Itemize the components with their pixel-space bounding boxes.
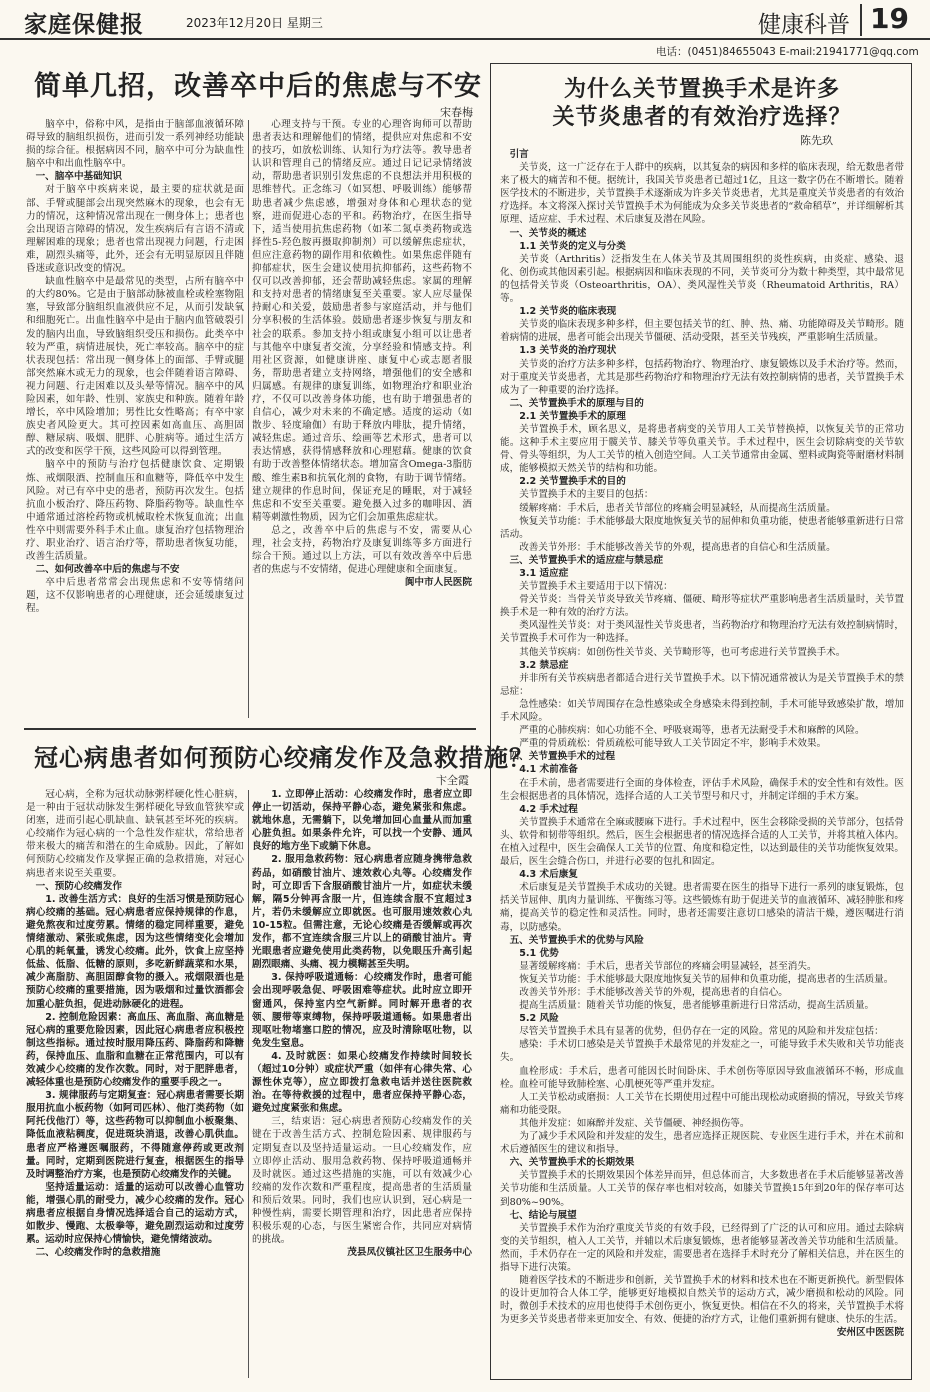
- subsection: 2.1 关节置换手术的原理: [519, 410, 626, 422]
- paragraph: 关节置换手术主要适用于以下情况：: [519, 581, 673, 593]
- subsection: 5.1 优势: [519, 947, 559, 959]
- paragraph: 关节炎的临床表现多种多样，但主要包括关节的红、肿、热、痛、功能障碍及关节畸形。随着病情的进展，患者可能会出现关节僵硬、活动受限，甚至关节残疾，严重影响生活质量。: [500, 319, 904, 344]
- paragraph: 改善关节外形：手术能够改善关节的外观，提高患者的自信心和生活质量。: [519, 541, 836, 553]
- paragraph: 关节置换手术作为治疗重度关节炎的有效手段，已经得到了广泛的认可和应用。通过去除病变的关节组织，植入人工关节，并辅以术后康复锻炼，患者能够显著改善关节功能和生活质量。然而，手术仍存在一定的风险和并发症，需要患者在选择手术时充分了解相关信息，并在医生的指导下进行决策。: [500, 1222, 904, 1273]
- paragraph: 关节置换手术，顾名思义，是将患者病变的关节用人工关节替换掉，以恢复关节的正常功能。这种手术主要应用于髋关节、膝关节等负重关节。手术过程中，医生会切除病变的关节软骨、骨头等组织，为人工关节的植入创造空间。人工关节通常由金属、塑料或陶瓷等耐磨材料制成，能够模拟天然关节的结构和功能。: [500, 423, 904, 475]
- paragraph: 缺血性脑卒中是最常见的类型，占所有脑卒中的大约80%。它是由于脑部动脉被血栓或栓塞物阻塞，导致部分脑组织血液供应不足，从而引发缺氧和细胞死亡。出血性脑卒中是由于脑内血管破裂引发的脑内出血，导致脑组织受压和损伤。此类卒中较为严重，病情进展快，死亡率较高。脑卒中的症状表现包括：常出现一侧身体上的面部、手臂或腿部突然麻木或无力的现象，也会伴随着语言障碍、视力问题、行走困难以及头晕等情况。脑卒中的风险因素，如年龄、性别、家族史和种族。随着年龄增长，卒中风险增加；男性比女性略高；有卒中家族史者风险更大。其可控因素如高血压、高胆固醇、糖尿病、吸烟、肥胖、心脏病等。通过生活方式的改变和医学干预，这些风险可以得到管理。: [26, 276, 244, 458]
- section-name: 健康科普: [758, 12, 850, 38]
- paragraph: 骨关节炎：当骨关节炎导致关节疼痛、僵硬、畸形等症状严重影响患者生活质量时，关节置换手术是一种有效的治疗方法。: [500, 594, 904, 619]
- subsection: 2. 服用急救药物：冠心病患者应随身携带急救药品，如硝酸甘油片、速效救心丸等。心绞痛发作时，可立即舌下含服硝酸甘油片一片，如症状未缓解，隔5分钟再含服一片，但连续含服不宜超过3片，若仍未缓解应立即就医。也可服用速效救心丸10-15粒。但需注意，无论心绞痛是否缓解或再次发作，都不宜连续含服三片以上的硝酸甘油片。青光眼患者应避免使用此类药物，以免眼压升高引起剧烈眼痛、头痛、视力模糊甚至失明。: [252, 854, 472, 971]
- paragraph: 总之，改善卒中后的焦虑与不安，需要从心理，社会支持，药物治疗及康复训练等多方面进行综合干预。通过以上方法，可以有效改善卒中后患者的焦虑与不安情绪，促进心理健康和全面康复。: [252, 524, 472, 576]
- subsection: 4. 及时就医：如果心绞痛发作持续时间较长（超过10分钟）或症状严重（如伴有心律失常、心源性休克等），应立即拨打急救电话并送往医院救治。在等待救援的过程中，患者应保持平静心态，避免过度紧张和焦虑。: [252, 1050, 472, 1115]
- paragraph: 为了减少手术风险和并发症的发生，患者应选择正规医院、专业医生进行手术，并在术前和术后遵循医生的建议和指导。: [500, 1131, 904, 1156]
- section-rule: [24, 728, 476, 730]
- paragraph: 三，结束语：冠心病患者预防心绞痛发作的关键在于改善生活方式、控制危险因素、规律服药与定期复查以及坚持适量运动。一旦心绞痛发作，应立即停止活动、服用急救药物、保持呼吸道通畅并及时就医。通过这些措施的实施，可以有效减少心绞痛的发作次数和严重程度，提高患者的生活质量和预后效果。同时，我们也应认识到，冠心病是一种慢性病，需要长期管理和治疗，因此患者应保持积极乐观的心态，与医生紧密合作，共同应对病情的挑战。: [252, 1116, 472, 1246]
- article2-title: 冠心病患者如何预防心绞痛发作及急救措施？: [34, 744, 534, 772]
- section-heading: 二、关节置换手术的原理与目的: [509, 397, 644, 409]
- contact-line: 电话：(0451)84655043 E-mail:21941771@qq.com: [656, 46, 919, 58]
- section-heading: 二、心绞痛发作时的急救措施: [35, 1247, 161, 1259]
- subsection: 3.2 禁忌症: [519, 659, 569, 671]
- paragraph: 其他并发症：如麻醉并发症、关节僵硬、神经损伤等。: [519, 1117, 750, 1129]
- masthead: [0, 0, 930, 40]
- paragraph: 恢复关节功能：手术能够最大限度地恢复关节的屈伸和负重功能，使患者能够重新进行日常活动。: [500, 515, 904, 540]
- paragraph: 关节炎的治疗方法多种多样，包括药物治疗、物理治疗、康复锻炼以及手术治疗等。然而，对于重度关节炎患者，尤其是那些药物治疗和物理治疗无法有效控制病情的患者，关节置换手术成为了一种重要的治疗选择。: [500, 358, 904, 396]
- subsection: 1.3 关节炎的治疗现状: [519, 345, 617, 357]
- paragraph: 尽管关节置换手术具有显著的优势，但仍存在一定的风险。常见的风险和并发症包括：: [519, 1026, 884, 1038]
- paragraph: 心理支持与干预。专业的心理咨询师可以帮助患者表达和理解他们的情绪，提供应对焦虑和不安的技巧，如放松训练、认知行为疗法等。教导患者认识和管理自己的情绪反应。通过日记记录情绪波动，帮助患者识别引发焦虑的不良想法并用积极的思维替代。正念练习（如冥想、呼吸训练）能够帮助患者减少焦虑感，增强对身体和心理状态的觉察，进而促进心态的平和。药物治疗，在医生指导下，适当使用抗焦虑药物（如苯二氮卓类药物或选择性5-羟色胺再摄取抑制剂）可以缓解焦虑症状，但应注意药物的副作用和依赖性。如果焦虑伴随有抑郁症状，医生会建议使用抗抑郁药，这些药物不仅可以改善抑郁，还会帮助减轻焦虑。家属的理解和支持对患者的情绪康复至关重要。家人应尽量保持耐心和关爱，鼓励患者参与家庭活动，并与他们分享积极的生活体验。鼓励患者逐步恢复与朋友和社会的联系。参加支持小组或康复小组可以让患者与其他卒中康复者交流，分享经验和情感支持。利用社区资源，如健康讲座、康复中心或志愿者服务，帮助患者建立支持网络，增强他们的安全感和归属感。有规律的康复训练，如物理治疗和职业治疗，不仅可以改善身体功能，也有助于增强患者的自信心，减少对未来的不确定感。适度的运动（如散步、轻度瑜伽）有助于释放内啡肽，提升情绪，减轻焦虑。通过音乐、绘画等艺术形式，患者可以表达情感，获得情感释放和心理慰藉。健康的饮食有助于改善整体情绪状态。增加富含Omega-3脂肪酸、维生素B和抗氧化剂的食物，有助于调节情绪。建立规律的作息时间，保证充足的睡眠，对于减轻焦虑和不安至关重要。避免摄入过多的咖啡因、酒精等刺激性物质，因为它们会加重焦虑症状。: [252, 119, 472, 523]
- article1-title: 简单几招，改善卒中后的焦虑与不安: [34, 71, 482, 102]
- paragraph: 关节炎（Arthritis）泛指发生在人体关节及其周围组织的炎性疾病，由炎症、感染、退化、创伤或其他因素引起。根据病因和临床表现的不同，关节炎可分为数十种类型，其中最常见的包括骨关节炎（Osteoarthritis，OA）、类风湿性关节炎（Rheumatoid Arthritis，RA）等。: [500, 253, 904, 305]
- article1-column-2: [252, 118, 472, 720]
- paragraph: 感染：手术切口感染是关节置换手术最常见的并发症之一，可能导致手术失败和关节功能丧失。: [500, 1039, 904, 1064]
- section-heading: 二、如何改善卒中后的焦虑与不安: [35, 564, 180, 576]
- paragraph: 显著缓解疼痛：手术后，患者关节部位的疼痛会明显减轻，甚至消失。: [519, 960, 817, 972]
- column-divider: [248, 790, 249, 1378]
- article2-column-2: [252, 788, 472, 1380]
- source-line: 阆中市人民医院: [404, 577, 472, 589]
- section-heading: 七、结论与展望: [509, 1209, 577, 1221]
- masthead-divider: [860, 4, 862, 36]
- paragraph: 在手术前，患者需要进行全面的身体检查，评估手术风险，确保手术的安全性和有效性。医生会根据患者的具体情况，选择合适的人工关节型号和尺寸，并制定详细的手术方案。: [500, 777, 904, 802]
- subsection: 5.2 风险: [519, 1013, 559, 1025]
- paper-name: 家庭保健报: [24, 12, 144, 38]
- subsection: 2. 控制危险因素：高血压、高血脂、高血糖是冠心病的重要危险因素，因此冠心病患者应积极控制这些指标。通过按时服用降压药、降脂药和降糖药，保持血压、血脂和血糖在正常范围内，可以有效减少心绞痛的发作次数。同时，对于肥胖患者，减轻体重也是预防心绞痛发作的重要手段之一。: [26, 1011, 244, 1089]
- paragraph: 急性感染：如关节周围存在急性感染或全身感染未得到控制，手术可能导致感染扩散，增加手术风险。: [500, 698, 904, 724]
- article3-title-line1: 为什么关节置换手术是许多: [563, 77, 840, 102]
- subsection: 3. 规律服药与定期复查：冠心病患者需要长期服用抗血小板药物（如阿司匹林）、他汀类药物（如阿托伐他汀）等，这些药物可以抑制血小板聚集、降低血液粘稠度，促进斑块消退，改善心肌供血。患者应严格遵医嘱服药，不得随意停药或更改剂量。同时，定期到医院进行复查，根据医生的指导及时调整治疗方案，也是预防心绞痛发作的关键。: [26, 1090, 244, 1180]
- subsection: 3.1 适应症: [519, 568, 569, 579]
- paragraph: 提高生活质量：随着关节功能的恢复，患者能够重新进行日常活动，提高生活质量。: [519, 1000, 875, 1012]
- subsection: 1. 改善生活方式：良好的生活习惯是预防冠心病心绞痛的基础。冠心病患者应保持规律的作息，避免熬夜和过度劳累。情绪的稳定同样重要，避免情绪激动、紧张或焦虑，因为这些情绪变化会增加心肌的耗氧量，诱发心绞痛。此外，饮食上应坚持低盐、低脂、低糖的原则，多吃新鲜蔬菜和水果，减少高脂肪、高胆固醇食物的摄入。戒烟限酒也是预防心绞痛的重要措施，因为吸烟和过量饮酒都会加重心脏负担，促进动脉硬化的进程。: [26, 893, 244, 1010]
- paragraph: 其他关节疾病：如创伤性关节炎、关节畸形等，也可考虑进行关节置换手术。: [519, 646, 846, 658]
- article2-author: 卞全霞: [436, 774, 469, 787]
- section-heading: 四、关节置换手术的过程: [509, 751, 616, 763]
- paragraph: 人工关节松动或磨损：人工关节在长期使用过程中可能出现松动或磨损的情况，导致关节疼痛和功能受限。: [500, 1091, 904, 1116]
- column-divider: [248, 120, 249, 718]
- paragraph: 关节置换手术通常在全麻或腰麻下进行。手术过程中，医生会移除受损的关节部分，包括骨头、软骨和韧带等组织。然后，医生会根据患者的情况选择合适的人工关节，并将其植入体内。在植入过程中，医生会确保人工关节的位置、角度和稳定性，以达到最佳的关节功能恢复效果。最后，医生会缝合伤口，并进行必要的包扎和固定。: [500, 816, 904, 868]
- article3-title-line2: 关节炎患者的有效治疗选择？: [552, 105, 852, 130]
- paragraph: 类风湿性关节炎：对于类风湿性关节炎患者，当药物治疗和物理治疗无法有效控制病情时，关节置换手术可作为一种选择。: [500, 620, 904, 645]
- paragraph: 关节置换手术的长期效果因个体差异而异，但总体而言，大多数患者在手术后能够显著改善关节功能和生活质量。人工关节的保存率也相对较高，如膝关节置换15年到20年的保存率可达到80%~90%。: [500, 1170, 904, 1208]
- paragraph: 并非所有关节疾病患者都适合进行关节置换手术。以下情况通常被认为是关节置换手术的禁忌症：: [500, 672, 904, 697]
- section-heading: 引言: [509, 149, 529, 160]
- issue-date: 2023年12月20日 星期三: [186, 16, 323, 30]
- section-heading: 一、预防心绞痛发作: [35, 880, 122, 892]
- subsection: 1. 立即停止活动：心绞痛发作时，患者应立即停止一切活动，保持平静心态，避免紧张和焦虑。就地休息，无需躺下，以免增加回心血量从而加重心脏负担。如果条件允许，可以找一个安静、通风良好的地方坐下或躺下休息。: [252, 789, 472, 853]
- article1-author: 宋春梅: [440, 106, 473, 119]
- paragraph: 术后康复是关节置换手术成功的关键。患者需要在医生的指导下进行一系列的康复锻炼，包括关节屈伸、肌肉力量训练、平衡练习等。这些锻炼有助于促进关节的血液循环、减轻肿胀和疼痛，提高关节的稳定性和灵活性。同时，患者还需要注意切口感染的清洁干燥，遵医嘱进行消毒，以防感染。: [500, 882, 904, 933]
- paragraph: 脑卒中，俗称中风，是指由于脑部血液循环障碍导致的脑组织损伤，进而引发一系列神经功能缺损的综合征。根据病因不同，脑卒中可分为缺血性脑卒中和出血性脑卒中。: [26, 119, 244, 170]
- page-number: 19: [870, 2, 909, 35]
- section-heading: 一、脑卒中基础知识: [35, 171, 122, 183]
- paragraph: 严重的骨质疏松：骨质疏松可能导致人工关节固定不牢，影响手术效果。: [519, 738, 827, 750]
- paragraph: 缓解疼痛：手术后，患者关节部位的疼痛会明显减轻，从而提高生活质量。: [519, 502, 836, 514]
- section-heading: 六、关节置换手术的长期效果: [509, 1157, 635, 1169]
- subsection: 1.2 关节炎的临床表现: [519, 306, 617, 318]
- article3-author: 陈先玖: [800, 134, 833, 147]
- source-line: 茂县凤仪镇社区卫生服务中心: [347, 1247, 472, 1259]
- paragraph: 随着医学技术的不断进步和创新，关节置换手术的材料和技术也在不断更新换代。新型假体的设计更加符合人体工学，能够更好地模拟自然关节的运动方式，减少磨损和松动的风险。同时，微创手术技术的应用也使得手术创伤更小，恢复更快。相信在不久的将来，关节置换手术将为更多关节炎患者带来更加安全、有效、便捷的治疗方式，让他们重新拥有健康、快乐的生活。: [500, 1275, 904, 1326]
- subsection: 3. 保持呼吸道通畅：心绞痛发作时，患者可能会出现呼吸急促、呼吸困难等症状。此时应立即开窗通风，保持室内空气新鲜。同时解开患者的衣领、腰带等束缚物，保持呼吸道通畅。如果患者出现呕吐物堵塞口腔的情况，应及时清除呕吐物，以免发生窒息。: [252, 972, 472, 1049]
- subsection: 4.1 术前准备: [519, 764, 578, 776]
- paragraph: 关节炎，这一广泛存在于人群中的疾病，以其复杂的病因和多样的临床表现，给无数患者带来了极大的痛苦和不便。据统计，我国关节炎患者已超过1亿，且这一数字仍在不断增长。随着医学技术的不断进步，关节置换手术逐渐成为许多关节炎患者，尤其是重度关节炎患者的有效治疗选择。本文将深入探讨关节置换手术为何能成为众多关节炎患者的“救命稻草”，并详细解析其原理、适应症、手术过程、术后康复及潜在风险。: [500, 162, 904, 226]
- article3-body: [500, 148, 904, 1372]
- source-line: 安州区中医医院: [836, 1327, 904, 1339]
- subsection: 4.2 手术过程: [519, 803, 578, 815]
- subsection: 2.2 关节置换手术的目的: [519, 476, 626, 488]
- article2-column-1: [26, 788, 244, 1380]
- paragraph: 脑卒中的预防与治疗包括健康饮食、定期锻炼、戒烟限酒、控制血压和血糖等，降低卒中发生风险。对已有卒中史的患者，预防再次发生。包括抗血小板治疗、降压药物、降脂药物等。缺血性卒中通常通过溶栓药物或机械取栓术恢复血流；出血性卒中则需要外科手术止血。康复治疗包括物理治疗、职业治疗、语言治疗等，帮助患者恢复功能，改善生活质量。: [26, 459, 244, 563]
- section-heading: 一、关节炎的概述: [509, 227, 587, 239]
- paragraph: 卒中后患者常常会出现焦虑和不安等情绪问题，这不仅影响患者的心理健康，还会延缓康复过程。: [26, 577, 244, 615]
- paragraph: 改善关节外形：手术能够改善关节的外观，提高患者的自信心。: [519, 987, 788, 998]
- paragraph: 血栓形成：手术后，患者可能因长时间卧床、手术创伤等原因导致血液循环不畅，形成血栓。血栓可能导致肺栓塞、心肌梗死等严重并发症。: [500, 1065, 904, 1090]
- paragraph: 恢复关节功能：手术能够最大限度地恢复关节的屈伸和负重功能，提高患者的生活质量。: [519, 973, 894, 985]
- paragraph: 冠心病，全称为冠状动脉粥样硬化性心脏病，是一种由于冠状动脉发生粥样硬化导致血管狭窄或闭塞，进而引起心肌缺血、缺氧甚至坏死的疾病。心绞痛作为冠心病的一个急性发作症状，常给患者带来极大的痛苦和潜在的生命威胁。因此，了解如何预防心绞痛发作及掌握正确的急救措施，对冠心病患者来说至关重要。: [26, 789, 244, 879]
- subsection: 1.1 关节炎的定义与分类: [519, 240, 626, 252]
- subsection: 坚持适量运动：适量的运动可以改善心血管功能，增强心肌的耐受力，减少心绞痛的发作。冠心病患者应根据自身情况选择适合自己的运动方式，如散步、慢跑、太极拳等，避免剧烈运动和过度劳累。运动时应保持心情愉快，避免情绪波动。: [26, 1181, 244, 1246]
- subsection: 4.3 术后康复: [519, 869, 578, 881]
- article1-column-1: [26, 118, 244, 720]
- paragraph: 对于脑卒中疾病来说，最主要的症状就是面部、手臂或腿部会出现突然麻木的现象，也会有无力的情况，这种情况常出现在一侧身体上；患者也会出现语言障碍的情况，发生疾病后有言语不清或理解困难的现象；患者也常出现视力问题，行走困难，剧烈头痛等，此外，还会有无明显原因且伴随昏迷或意识改变的情况。: [26, 184, 244, 275]
- paragraph: 严重的心肺疾病：如心功能不全、呼吸衰竭等，患者无法耐受手术和麻醉的风险。: [519, 725, 865, 737]
- section-heading: 三、关节置换手术的适应症与禁忌症: [509, 554, 664, 566]
- paragraph: 关节置换手术的主要目的包括：: [519, 489, 654, 501]
- section-heading: 五、关节置换手术的优势与风险: [509, 934, 644, 946]
